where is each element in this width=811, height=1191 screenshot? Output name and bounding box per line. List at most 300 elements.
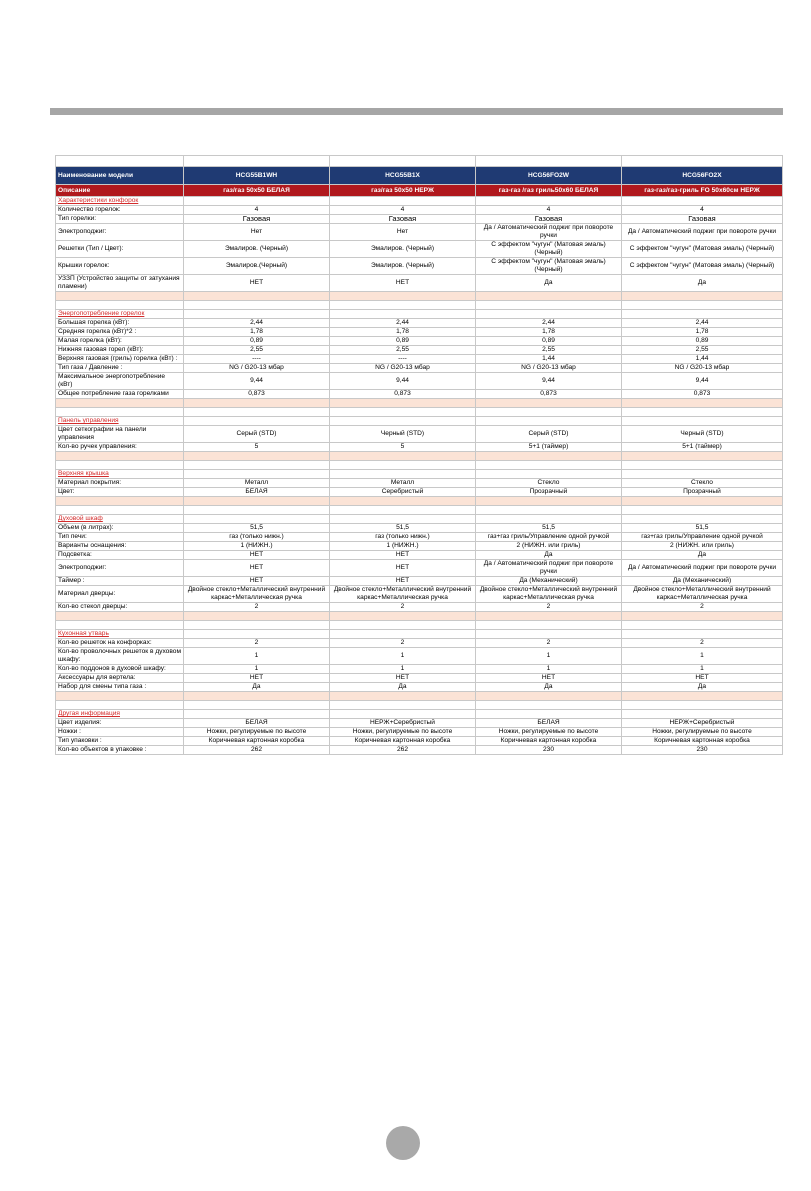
empty-cell — [476, 710, 622, 719]
spec-row — [56, 364, 783, 373]
spec-label: Ножки : — [56, 728, 184, 737]
blank-row — [56, 621, 783, 630]
blank-row — [56, 301, 783, 310]
spec-value: NG / G20-13 мбар — [622, 364, 783, 373]
empty-row — [56, 156, 783, 167]
spec-value: 1 — [476, 665, 622, 674]
spec-value: С эффектом "чугун" (Матовая эмаль) (Черный) — [622, 241, 783, 258]
spec-value: 2,55 — [330, 346, 476, 355]
spec-value: НЕТ — [330, 551, 476, 560]
description-value: газ-газ/газ-гриль FO 50х60см НЕРЖ — [622, 185, 783, 197]
spec-value: Серый (STD) — [476, 426, 622, 443]
spec-value: НЕТ — [476, 674, 622, 683]
empty-cell — [330, 197, 476, 206]
spec-value: 0,89 — [476, 337, 622, 346]
empty-cell — [622, 197, 783, 206]
blank-cell — [330, 461, 476, 470]
spec-row — [56, 241, 783, 258]
spacer-cell — [476, 292, 622, 301]
spec-value: Двойное стекло+Металлический внутренний каркас+Металлическая ручка — [184, 586, 330, 603]
spec-value: Да (Механический) — [622, 577, 783, 586]
spec-value: НЕТ — [330, 577, 476, 586]
blank-cell — [330, 701, 476, 710]
spec-value: Газовая — [184, 215, 330, 224]
blank-cell — [56, 301, 184, 310]
section-title: Энергопотребление горелок — [56, 310, 184, 319]
blank-cell — [56, 408, 184, 417]
spacer-cell — [330, 399, 476, 408]
spec-value: БЕЛАЯ — [184, 488, 330, 497]
spec-value: С эффектом "чугун" (Матовая эмаль) (Черный) — [476, 241, 622, 258]
spec-row — [56, 665, 783, 674]
spec-label: Материал дверцы: — [56, 586, 184, 603]
spec-row — [56, 390, 783, 399]
spacer-cell — [330, 612, 476, 621]
spec-row — [56, 275, 783, 292]
spacer-cell — [622, 452, 783, 461]
spec-label: Цвет изделия: — [56, 719, 184, 728]
spec-value: Ножки, регулируемые по высоте — [622, 728, 783, 737]
empty-cell — [330, 310, 476, 319]
section-title: Характеристики конфорок — [56, 197, 184, 206]
empty-cell — [330, 417, 476, 426]
spec-value: Двойное стекло+Металлический внутренний каркас+Металлическая ручка — [622, 586, 783, 603]
section-spacer-row — [56, 292, 783, 301]
blank-cell — [184, 701, 330, 710]
section-title-row — [56, 310, 783, 319]
spec-value: 0,89 — [184, 337, 330, 346]
blank-cell — [184, 408, 330, 417]
spec-row — [56, 215, 783, 224]
spec-label: Большая горелка (кВт): — [56, 319, 184, 328]
spec-value: Ножки, регулируемые по высоте — [184, 728, 330, 737]
blank-cell — [622, 701, 783, 710]
spec-row — [56, 319, 783, 328]
spacer-cell — [184, 292, 330, 301]
spec-label: Тип упаковки : — [56, 737, 184, 746]
spacer-cell — [476, 452, 622, 461]
spec-row — [56, 551, 783, 560]
section-spacer-row — [56, 399, 783, 408]
spec-row — [56, 719, 783, 728]
spec-label: Материал покрытия: — [56, 479, 184, 488]
spec-row — [56, 560, 783, 577]
spec-value: 9,44 — [184, 373, 330, 390]
spec-value: 262 — [330, 746, 476, 755]
empty-cell — [184, 310, 330, 319]
spacer-cell — [476, 612, 622, 621]
blank-cell — [330, 301, 476, 310]
spec-row — [56, 728, 783, 737]
spec-label: Электроподжиг: — [56, 224, 184, 241]
spec-table — [55, 155, 783, 755]
spec-value: Прозрачный — [622, 488, 783, 497]
spec-value: 1,44 — [622, 355, 783, 364]
spec-value: 262 — [184, 746, 330, 755]
spec-label: Кол-во решеток на конфорках: — [56, 639, 184, 648]
spec-value: Да — [330, 683, 476, 692]
spec-value: 2,44 — [184, 319, 330, 328]
spec-value: НЕТ — [184, 674, 330, 683]
spec-value: 4 — [184, 206, 330, 215]
section-spacer-row — [56, 452, 783, 461]
spec-value: НЕТ — [330, 560, 476, 577]
section-title-row — [56, 710, 783, 719]
spec-value: 2 — [184, 639, 330, 648]
spec-value: 9,44 — [622, 373, 783, 390]
spec-value: 4 — [330, 206, 476, 215]
spec-label: Таймер : — [56, 577, 184, 586]
spec-value: 2,55 — [184, 346, 330, 355]
blank-cell — [476, 621, 622, 630]
spec-label: Кол-во объектов в упаковке : — [56, 746, 184, 755]
spec-value: 9,44 — [476, 373, 622, 390]
blank-cell — [622, 506, 783, 515]
spec-value: ---- — [184, 355, 330, 364]
spec-row — [56, 206, 783, 215]
spec-value: газ (только нижн.) — [184, 533, 330, 542]
spec-value: Да / Автоматический поджиг при повороте ручки — [622, 224, 783, 241]
blank-cell — [476, 506, 622, 515]
spec-value: 51,5 — [184, 524, 330, 533]
description-value: газ/газ 50х50 НЕРЖ — [330, 185, 476, 197]
spec-value: газ (только нижн.) — [330, 533, 476, 542]
spec-value: Да — [622, 551, 783, 560]
spec-value: 1 — [476, 648, 622, 665]
spec-row — [56, 524, 783, 533]
spec-value: Да / Автоматический поджиг при повороте ручки — [622, 560, 783, 577]
spec-label: Объем (в литрах): — [56, 524, 184, 533]
spec-label: Подсветка: — [56, 551, 184, 560]
spec-value: Газовая — [622, 215, 783, 224]
spec-label: Электроподжиг: — [56, 560, 184, 577]
section-title: Кухонная утварь — [56, 630, 184, 639]
spec-row — [56, 337, 783, 346]
spacer-cell — [184, 399, 330, 408]
spec-row — [56, 746, 783, 755]
spec-value: Коричневая картонная коробка — [330, 737, 476, 746]
spec-label: Решетки (Тип / Цвет): — [56, 241, 184, 258]
spacer-cell — [622, 692, 783, 701]
spacer-cell — [476, 399, 622, 408]
spec-value: Да — [476, 683, 622, 692]
description-row — [56, 185, 783, 197]
blank-cell — [56, 461, 184, 470]
empty-cell — [184, 197, 330, 206]
spec-value: 1,78 — [330, 328, 476, 337]
spec-value: газ+газ гриль/Управление одной ручкой — [622, 533, 783, 542]
spec-value: 2,55 — [622, 346, 783, 355]
blank-row — [56, 701, 783, 710]
spec-label: Варианты оснащения: — [56, 542, 184, 551]
blank-cell — [330, 408, 476, 417]
spec-row — [56, 224, 783, 241]
spacer-cell — [56, 497, 184, 506]
spec-row — [56, 373, 783, 390]
spec-value: 0,873 — [622, 390, 783, 399]
empty-cell — [330, 710, 476, 719]
spec-value: Нет — [184, 224, 330, 241]
spec-value: 1 — [622, 665, 783, 674]
spec-value: Да — [184, 683, 330, 692]
spacer-cell — [622, 399, 783, 408]
spec-row — [56, 258, 783, 275]
spacer-cell — [330, 692, 476, 701]
spec-value: Эмалиров.(Черный) — [184, 258, 330, 275]
description-value: газ-газ /газ гриль50х60 БЕЛАЯ — [476, 185, 622, 197]
empty-cell — [330, 630, 476, 639]
spacer-cell — [56, 692, 184, 701]
spec-value: 4 — [476, 206, 622, 215]
spec-value: 0,873 — [184, 390, 330, 399]
blank-cell — [56, 506, 184, 515]
empty-cell — [622, 310, 783, 319]
blank-cell — [622, 621, 783, 630]
blank-cell — [476, 301, 622, 310]
spec-row — [56, 586, 783, 603]
spec-value: 1 — [184, 665, 330, 674]
spec-value: Газовая — [476, 215, 622, 224]
spec-label: Цвет: — [56, 488, 184, 497]
spec-value: 5+1 (таймер) — [476, 443, 622, 452]
blank-cell — [184, 461, 330, 470]
empty-cell — [184, 630, 330, 639]
spec-value: НЕТ — [184, 275, 330, 292]
spec-value: Коричневая картонная коробка — [476, 737, 622, 746]
empty-cell — [184, 417, 330, 426]
spec-row — [56, 479, 783, 488]
spec-row — [56, 674, 783, 683]
blank-cell — [56, 701, 184, 710]
spacer-cell — [330, 452, 476, 461]
spacer-cell — [56, 612, 184, 621]
spec-row — [56, 737, 783, 746]
spec-value: Металл — [184, 479, 330, 488]
spec-value: 1 — [622, 648, 783, 665]
spec-value: Двойное стекло+Металлический внутренний каркас+Металлическая ручка — [330, 586, 476, 603]
spec-value: 2,55 — [476, 346, 622, 355]
spec-value: 2 — [622, 603, 783, 612]
spec-table-body — [56, 156, 783, 755]
spacer-cell — [476, 692, 622, 701]
spec-value: Серебристый — [330, 488, 476, 497]
spacer-cell — [622, 497, 783, 506]
spec-value: НЕТ — [184, 551, 330, 560]
spec-value: НЕТ — [184, 560, 330, 577]
spec-value: 2 — [184, 603, 330, 612]
spec-value: 1 — [184, 648, 330, 665]
section-spacer-row — [56, 497, 783, 506]
model-header-label: Наименование модели — [56, 167, 184, 185]
spec-value: Коричневая картонная коробка — [622, 737, 783, 746]
spec-value: 1,44 — [476, 355, 622, 364]
spec-row — [56, 328, 783, 337]
spec-label: Тип печи: — [56, 533, 184, 542]
spec-label: Общее потребление газа горелками — [56, 390, 184, 399]
spec-value: НЕТ — [330, 674, 476, 683]
section-spacer-row — [56, 612, 783, 621]
section-title-row — [56, 630, 783, 639]
spec-row — [56, 426, 783, 443]
spec-value: 51,5 — [330, 524, 476, 533]
spacer-cell — [330, 497, 476, 506]
empty-cell — [622, 470, 783, 479]
spec-value: 2,44 — [476, 319, 622, 328]
spec-row — [56, 639, 783, 648]
spec-label: Аксессуары для вертела: — [56, 674, 184, 683]
section-title: Другая информация — [56, 710, 184, 719]
spec-label: Максимальное энергопотребление (кВт) — [56, 373, 184, 390]
spec-value: НЕТ — [184, 577, 330, 586]
spec-value: Черный (STD) — [622, 426, 783, 443]
blank-cell — [476, 461, 622, 470]
spec-label: Количество горелок: — [56, 206, 184, 215]
spec-value: 1,78 — [476, 328, 622, 337]
spec-value: NG / G20-13 мбар — [184, 364, 330, 373]
spec-value: БЕЛАЯ — [476, 719, 622, 728]
spec-row — [56, 683, 783, 692]
empty-cell — [476, 470, 622, 479]
spec-value: Прозрачный — [476, 488, 622, 497]
spec-row — [56, 346, 783, 355]
spacer-cell — [184, 452, 330, 461]
spec-value: 2 (НИЖН. или гриль) — [476, 542, 622, 551]
empty-cell — [622, 515, 783, 524]
spec-value: Стекло — [622, 479, 783, 488]
spec-value: NG / G20-13 мбар — [330, 364, 476, 373]
spec-value: НЕРЖ+Серебристый — [330, 719, 476, 728]
spec-label: Крышки горелок: — [56, 258, 184, 275]
section-title: Панель управления — [56, 417, 184, 426]
spec-value: 2,44 — [622, 319, 783, 328]
spec-value: 1 (НИЖН.) — [330, 542, 476, 551]
spec-label: Кол-во ручек управления: — [56, 443, 184, 452]
spec-value: Стекло — [476, 479, 622, 488]
blank-cell — [184, 301, 330, 310]
spec-label: Набор для смены типа газа : — [56, 683, 184, 692]
section-title-row — [56, 197, 783, 206]
spec-row — [56, 577, 783, 586]
blank-cell — [184, 621, 330, 630]
model-name: HCG55B1WH — [184, 167, 330, 185]
spec-row — [56, 488, 783, 497]
spec-value: 2 — [622, 639, 783, 648]
spec-value: 230 — [622, 746, 783, 755]
spec-label: Цвет сеткографии на панели управления — [56, 426, 184, 443]
spec-value: С эффектом "чугун" (Матовая эмаль) (Черный) — [476, 258, 622, 275]
spec-value: 51,5 — [476, 524, 622, 533]
model-name: HCG56FO2W — [476, 167, 622, 185]
spec-value: 0,89 — [330, 337, 476, 346]
spec-value: Ножки, регулируемые по высоте — [330, 728, 476, 737]
spec-label: Кол-во проволочных решеток в духовом шкафу: — [56, 648, 184, 665]
spec-value: Да (Механический) — [476, 577, 622, 586]
spacer-cell — [56, 399, 184, 408]
spec-value: НЕРЖ+Серебристый — [622, 719, 783, 728]
spec-label: Средняя горелка (кВт)*2 : — [56, 328, 184, 337]
spec-row — [56, 443, 783, 452]
page-number-badge — [386, 1126, 420, 1160]
empty-cell — [476, 515, 622, 524]
spec-value: Эмалиров. (Черный) — [330, 258, 476, 275]
spec-value: 5 — [184, 443, 330, 452]
spec-value: газ+газ гриль/Управление одной ручкой — [476, 533, 622, 542]
spec-value: 2 — [330, 603, 476, 612]
spec-label: Верхняя газовая (гриль) горелка (кВт) : — [56, 355, 184, 364]
spec-value: 4 — [622, 206, 783, 215]
blank-cell — [622, 461, 783, 470]
spec-value: 9,44 — [330, 373, 476, 390]
blank-cell — [330, 621, 476, 630]
empty-cell — [184, 470, 330, 479]
spacer-cell — [622, 612, 783, 621]
spec-value: Да — [476, 551, 622, 560]
spec-value: Да — [622, 275, 783, 292]
blank-cell — [56, 621, 184, 630]
spec-value: NG / G20-13 мбар — [476, 364, 622, 373]
empty-cell — [330, 515, 476, 524]
spacer-cell — [476, 497, 622, 506]
empty-cell — [476, 310, 622, 319]
spec-value: НЕТ — [622, 674, 783, 683]
empty-cell — [622, 630, 783, 639]
spec-value: 5 — [330, 443, 476, 452]
spec-value: 2 — [330, 639, 476, 648]
section-title-row — [56, 470, 783, 479]
spec-value: Да / Автоматический поджиг при повороте ручки — [476, 560, 622, 577]
blank-cell — [184, 506, 330, 515]
spec-label: УЗЗП (Устройство защиты от затухания пламени) — [56, 275, 184, 292]
spec-value: Черный (STD) — [330, 426, 476, 443]
spec-label: Малая горелка (кВт): — [56, 337, 184, 346]
section-title-row — [56, 515, 783, 524]
empty-cell — [476, 630, 622, 639]
spec-value: Двойное стекло+Металлический внутренний каркас+Металлическая ручка — [476, 586, 622, 603]
spec-value: 2 — [476, 639, 622, 648]
spec-value: 1 — [330, 648, 476, 665]
spec-value: 1,78 — [622, 328, 783, 337]
model-name: HCG55B1X — [330, 167, 476, 185]
spec-label: Тип газа / Давление : — [56, 364, 184, 373]
spec-value: Эмалиров. (Черный) — [330, 241, 476, 258]
empty-cell — [476, 417, 622, 426]
spec-value: 0,89 — [622, 337, 783, 346]
spec-value: Нет — [330, 224, 476, 241]
spec-row — [56, 648, 783, 665]
spec-value: 51,5 — [622, 524, 783, 533]
spec-value: НЕТ — [330, 275, 476, 292]
spec-value: Газовая — [330, 215, 476, 224]
spacer-cell — [330, 292, 476, 301]
spec-value: Коричневая картонная коробка — [184, 737, 330, 746]
spec-value: 0,873 — [476, 390, 622, 399]
empty-cell — [184, 515, 330, 524]
spec-value: 230 — [476, 746, 622, 755]
empty-cell — [622, 417, 783, 426]
spec-label: Кол-во стекол дверцы: — [56, 603, 184, 612]
description-value: газ/газ 50х50 БЕЛАЯ — [184, 185, 330, 197]
spec-value: ---- — [330, 355, 476, 364]
spec-value: 2,44 — [330, 319, 476, 328]
spec-row — [56, 603, 783, 612]
spec-value: Да — [476, 275, 622, 292]
spec-value: Ножки, регулируемые по высоте — [476, 728, 622, 737]
section-title-row — [56, 417, 783, 426]
spec-value: Серый (STD) — [184, 426, 330, 443]
spacer-cell — [56, 452, 184, 461]
spec-row — [56, 542, 783, 551]
spec-value: Да — [622, 683, 783, 692]
